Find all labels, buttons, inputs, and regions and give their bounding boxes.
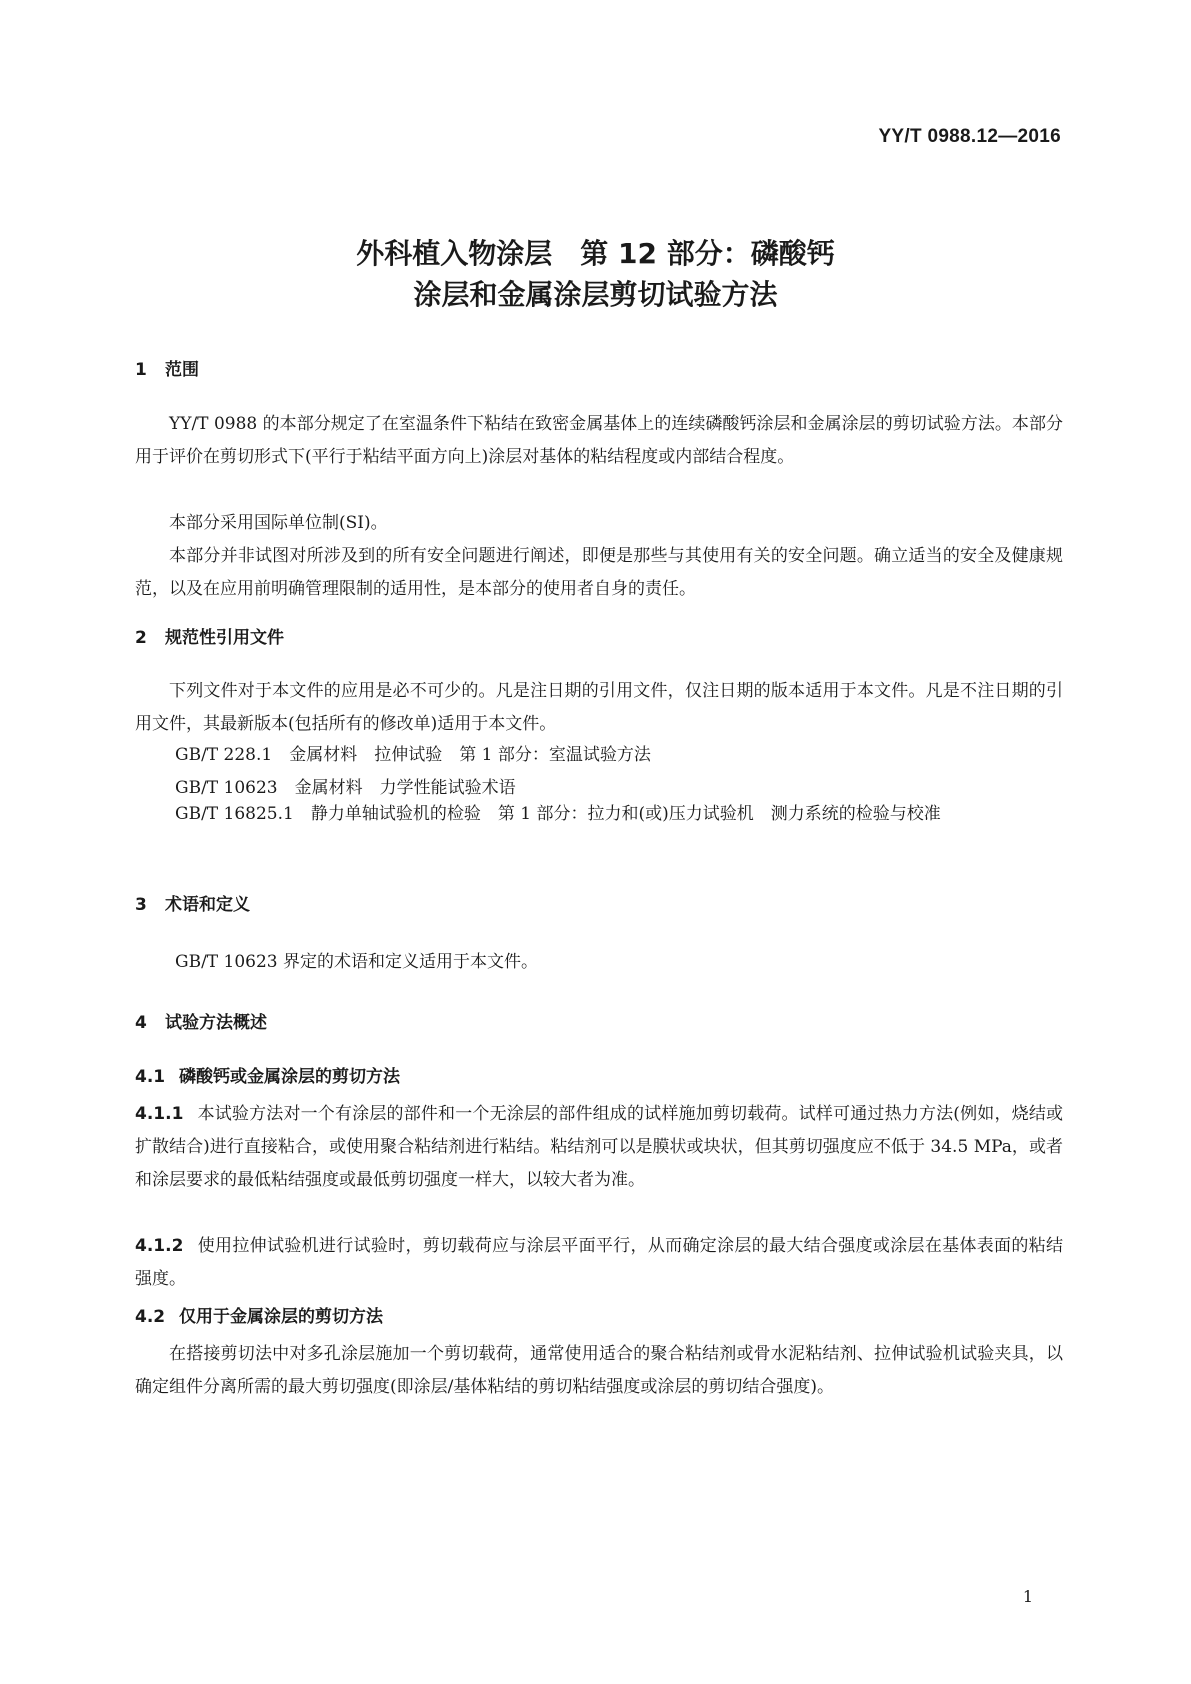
section-1-heading [135, 355, 199, 380]
section-number: 4.1 [135, 1067, 166, 1087]
terms-paragraph: GB/T 10623 界定的术语和定义适用于本文件。 [175, 952, 539, 972]
reference-item: GB/T 228.1 金属材料 拉伸试验 第 1 部分：室温试验方法 [175, 745, 651, 765]
clause-text: 使用拉伸试验机进行试验时，剪切载荷应与涂层平面平行，从而确定涂层的最大结合强度或涂层在基体表面的粘结强度。 [135, 1236, 1063, 1289]
clause-4-2-text: 在搭接剪切法中对多孔涂层施加一个剪切载荷，通常使用适合的聚合粘结剂或骨水泥粘结剂、拉伸试验机试验夹具，以确定组件分离所需的最大剪切强度(即涂层/基体粘结的剪切粘结强度或涂层的剪切结合强度)。 [135, 1344, 1063, 1397]
section-number: 4.2 [135, 1307, 166, 1327]
section-title: 磷酸钙或金属涂层的剪切方法 [179, 1067, 400, 1087]
section-number: 2 [135, 628, 147, 648]
section-4-heading [135, 1008, 267, 1033]
section-title: 规范性引用文件 [165, 628, 284, 648]
document-title-line1: 外科植入物涂层 第 12 部分：磷酸钙 [356, 237, 835, 270]
section-title: 试验方法概述 [165, 1013, 267, 1033]
section-2-heading [135, 623, 284, 648]
clause-number: 4.1.2 [135, 1236, 184, 1256]
clause-4-1-1 [135, 1098, 1063, 1197]
clause-number: 4.1.1 [135, 1104, 184, 1124]
standard-code: YY/T 0988.12—2016 [878, 126, 1061, 147]
section-number: 4 [135, 1013, 147, 1033]
section-4-2-heading [135, 1302, 383, 1327]
section-number: 3 [135, 895, 147, 915]
clause-4-1-2 [135, 1230, 1063, 1296]
clause-text: 本试验方法对一个有涂层的部件和一个无涂层的部件组成的试样施加剪切载荷。试样可通过热力方法(例如，烧结或扩散结合)进行直接粘合，或使用聚合粘结剂进行粘结。粘结剂可以是膜状或块状，但其剪切强度应不低于 34.5 MPa，或者和涂层要求的最低粘结强度或最低剪切强度一样大，以较大者为准。 [135, 1104, 1063, 1190]
reference-item: GB/T 16825.1 静力单轴试验机的检验 第 1 部分：拉力和(或)压力试验机 测力系统的检验与校准 [175, 804, 941, 824]
section-4-1-heading [135, 1062, 400, 1087]
section-number: 1 [135, 360, 147, 380]
section-title: 仅用于金属涂层的剪切方法 [179, 1307, 383, 1327]
section-title: 范围 [165, 360, 199, 380]
reference-item: GB/T 10623 金属材料 力学性能试验术语 [175, 778, 516, 798]
normative-references-intro: 下列文件对于本文件的应用是必不可少的。凡是注日期的引用文件，仅注日期的版本适用于本文件。凡是不注日期的引用文件，其最新版本(包括所有的修改单)适用于本文件。 [135, 681, 1063, 734]
section-3-heading [135, 890, 250, 915]
scope-paragraph-1: YY/T 0988 的本部分规定了在室温条件下粘结在致密金属基体上的连续磷酸钙涂层和金属涂层的剪切试验方法。本部分用于评价在剪切形式下(平行于粘结平面方向上)涂层对基体的粘结程度或内部结合程度。 [135, 414, 1063, 467]
scope-paragraph-3: 本部分并非试图对所涉及到的所有安全问题进行阐述，即便是那些与其使用有关的安全问题。确立适当的安全及健康规范，以及在应用前明确管理限制的适用性，是本部分的使用者自身的责任。 [135, 546, 1063, 599]
page-number: 1 [1022, 1587, 1033, 1606]
section-title: 术语和定义 [165, 895, 250, 915]
scope-paragraph-2: 本部分采用国际单位制(SI)。 [169, 513, 388, 533]
document-title-line2: 涂层和金属涂层剪切试验方法 [413, 278, 778, 311]
